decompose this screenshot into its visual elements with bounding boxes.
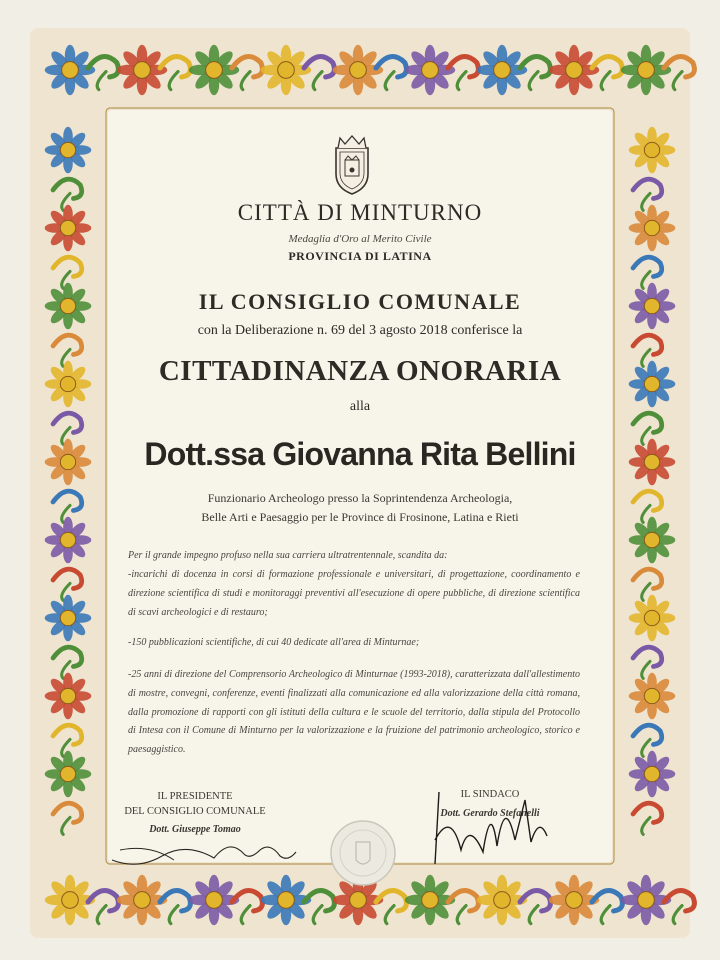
- motivation-item-teaching: -incarichi di docenza in corsi di formazione professionale e universitari, di progettazione, coordinamento e direzione scientifica di studi e monitoraggi preventivi all'esecuzione di opere pubbliche, di direzione scientifica di scavi archeologici e di restauro;: [128, 569, 580, 618]
- president-title: IL PRESIDENTE: [157, 791, 233, 802]
- president-name: Dott. Giuseppe Tomao: [149, 824, 241, 835]
- recipient-name: Dott.ssa Giovanna Rita Bellini: [144, 436, 576, 472]
- recipient-role-line-2: Belle Arti e Paesaggio per le Province di Frosinone, Latina e Rieti: [201, 510, 519, 524]
- recipient-preposition: alla: [349, 399, 371, 414]
- motivation-item-direction: -25 anni di direzione del Comprensorio Archeologico di Minturnae (1993-2018), caratterizzata dall'allestimento di mostre, convegni, conferenze, eventi finalizzati alla comunicazione ed alla valorizzazione della città romana, dalla promozione di rapporti con gli istituti della cultura e le scuole del territorio, dalla stipula del Protocollo di Intesa con il Comune di Minturno per la valorizzazione e la fruizione del patrimonio archeologico, storico e paesaggistico.: [128, 669, 580, 756]
- deliberation-line: con la Deliberazione n. 69 del 3 agosto 2018 conferisce la: [197, 323, 523, 338]
- council-heading: IL CONSIGLIO COMUNALE: [198, 289, 522, 314]
- motivation-intro: Per il grande impegno profuso nella sua carriera ultratrentennale, scandita da:: [128, 550, 448, 561]
- province-name: PROVINCIA DI LATINA: [288, 249, 432, 263]
- city-crest-icon: [330, 134, 374, 196]
- mayor-title: IL SINDACO: [460, 789, 520, 800]
- recipient-role-line-1: Funzionario Archeologo presso la Soprintendenza Archeologia,: [207, 491, 513, 505]
- honor-title: CITTADINANZA ONORARIA: [158, 355, 562, 387]
- president-signature: [110, 830, 300, 874]
- embossed-seal-icon: [328, 818, 398, 888]
- president-title-council: DEL CONSIGLIO COMUNALE: [124, 806, 266, 817]
- city-name: CITTÀ DI MINTURNO: [237, 200, 483, 225]
- motivation-item-publications: -150 pubblicazioni scientifiche, di cui 40 dedicate all'area di Minturnae;: [128, 637, 420, 648]
- medal-subtitle: Medaglia d'Oro al Merito Civile: [288, 233, 432, 245]
- mayor-name: Dott. Gerardo Stefanelli: [440, 808, 540, 819]
- mayor-signature: [425, 780, 555, 872]
